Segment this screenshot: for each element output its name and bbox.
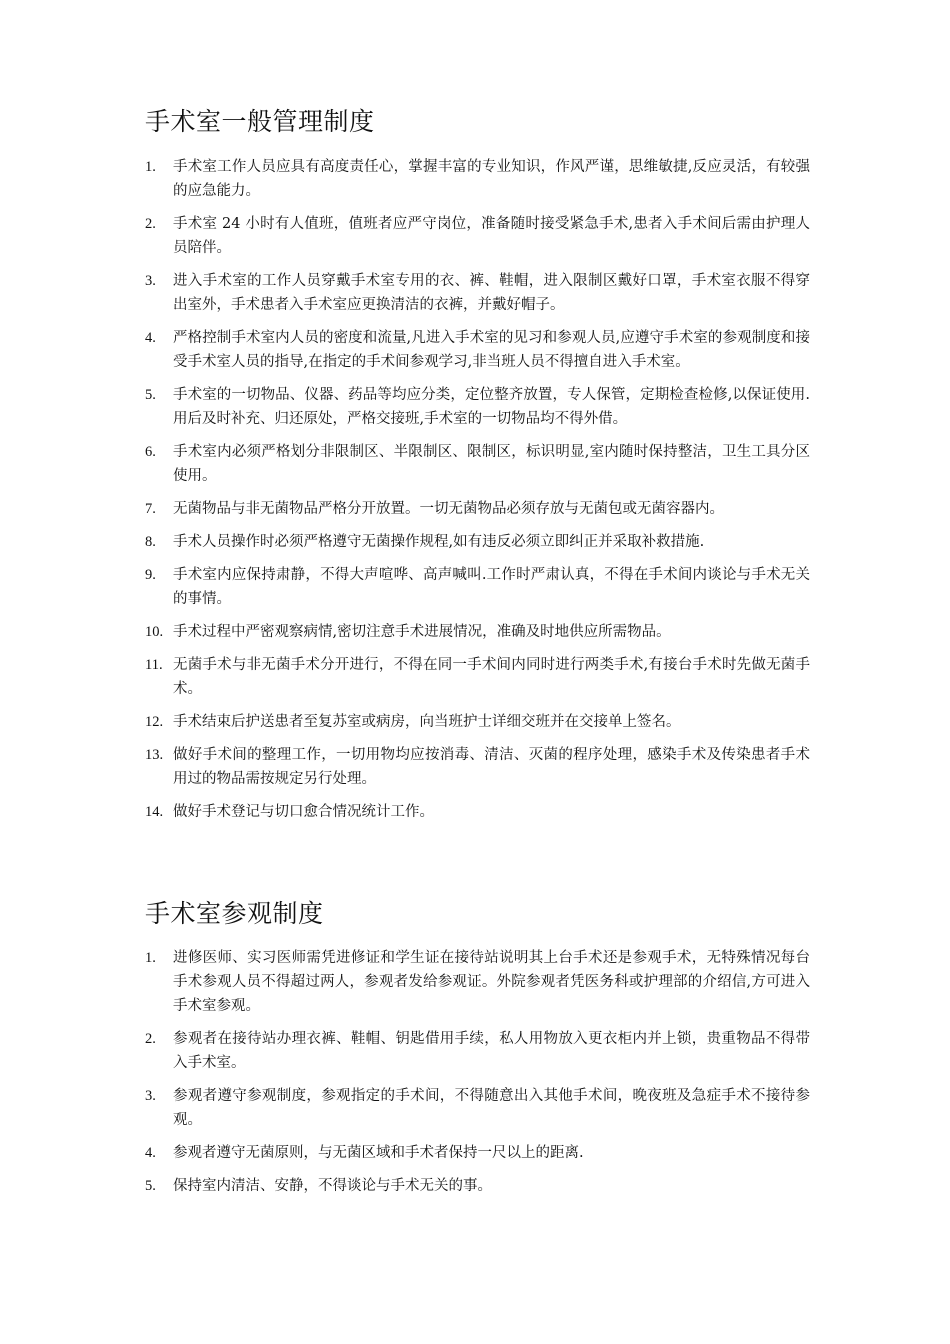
list-item xyxy=(145,1027,810,1075)
item-text: 无菌手术与非无菌手术分开进行，不得在同一手术间内同时进行两类手术,有接台手术时先做无菌手术。 xyxy=(173,657,810,697)
list-item xyxy=(145,383,810,431)
item-text: 手术结束后护送患者至复苏室或病房，向当班护士详细交班并在交接单上签名。 xyxy=(173,714,681,730)
item-number: 3. xyxy=(145,273,156,289)
item-number: 8. xyxy=(145,534,156,550)
item-number: 12. xyxy=(145,714,164,730)
item-number: 4. xyxy=(145,330,156,346)
list-item xyxy=(145,326,810,374)
rules-list xyxy=(145,155,810,824)
item-text: 手术室内必须严格划分非限制区、半限制区、限制区，标识明显,室内随时保持整洁，卫生工具分区使用。 xyxy=(173,444,810,484)
list-item xyxy=(145,1084,810,1132)
item-text: 参观者遵守参观制度，参观指定的手术间，不得随意出入其他手术间，晚夜班及急症手术不接待参观。 xyxy=(173,1088,810,1128)
item-text: 进入手术室的工作人员穿戴手术室专用的衣、裤、鞋帽，进入限制区戴好口罩，手术室衣服不得穿出室外，手术患者入手术室应更换清洁的衣裤，并戴好帽子。 xyxy=(173,273,810,313)
list-item xyxy=(145,946,810,1018)
section-title: 手术室一般管理制度 xyxy=(145,107,375,136)
item-text: 做好手术间的整理工作，一切用物均应按消毒、清洁、灭菌的程序处理，感染手术及传染患者手术用过的物品需按规定另行处理。 xyxy=(173,747,810,787)
list-item xyxy=(145,800,810,824)
section-title: 手术室参观制度 xyxy=(145,899,324,928)
item-number: 6. xyxy=(145,444,156,460)
item-text: 手术室的一切物品、仪器、药品等均应分类，定位整齐放置，专人保管，定期检查检修,以保证使用.用后及时补充、归还原处，严格交接班,手术室的一切物品均不得外借。 xyxy=(173,387,810,427)
item-text: 手术室工作人员应具有高度责任心，掌握丰富的专业知识，作风严谨，思维敏捷,反应灵活，有较强的应急能力。 xyxy=(173,159,810,199)
list-item xyxy=(145,563,810,611)
item-text: 手术过程中严密观察病情,密切注意手术进展情况，准确及时地供应所需物品。 xyxy=(173,624,671,640)
list-item xyxy=(145,620,810,644)
item-number: 2. xyxy=(145,1031,156,1047)
list-item xyxy=(145,269,810,317)
list-item xyxy=(145,497,810,521)
list-item xyxy=(145,440,810,488)
item-text: 参观者在接待站办理衣裤、鞋帽、钥匙借用手续，私人用物放入更衣柜内并上锁，贵重物品不得带入手术室。 xyxy=(173,1031,810,1071)
item-text: 进修医师、实习医师需凭进修证和学生证在接待站说明其上台手术还是参观手术，无特殊情况每台手术参观人员不得超过两人，参观者发给参观证。外院参观者凭医务科或护理部的介绍信,方可进入手术室参观。 xyxy=(173,950,810,1014)
item-number: 5. xyxy=(145,1178,156,1194)
item-number: 9. xyxy=(145,567,156,583)
item-text: 手术室 24 小时有人值班，值班者应严守岗位，准备随时接受紧急手术,患者入手术间后需由护理人员陪伴。 xyxy=(173,216,810,256)
item-number: 1. xyxy=(145,159,156,175)
list-item xyxy=(145,710,810,734)
item-number: 10. xyxy=(145,624,164,640)
list-item xyxy=(145,530,810,554)
item-number: 14. xyxy=(145,804,164,820)
item-number: 4. xyxy=(145,1145,156,1161)
section-visiting-rules xyxy=(145,896,810,1207)
item-number: 7. xyxy=(145,501,156,517)
item-number: 2. xyxy=(145,216,156,232)
item-text: 做好手术登记与切口愈合情况统计工作。 xyxy=(173,804,434,820)
list-item xyxy=(145,653,810,701)
item-text: 无菌物品与非无菌物品严格分开放置。一切无菌物品必须存放与无菌包或无菌容器内。 xyxy=(173,501,724,517)
list-item xyxy=(145,1174,810,1198)
rules-list xyxy=(145,946,810,1198)
list-item xyxy=(145,1141,810,1165)
item-number: 13. xyxy=(145,747,164,763)
item-number: 1. xyxy=(145,950,156,966)
list-item xyxy=(145,743,810,791)
item-text: 严格控制手术室内人员的密度和流量,凡进入手术室的见习和参观人员,应遵守手术室的参观制度和接受手术室人员的指导,在指定的手术间参观学习,非当班人员不得擅自进入手术室。 xyxy=(173,330,810,370)
item-text: 手术室内应保持肃静，不得大声喧哗、高声喊叫.工作时严肃认真，不得在手术间内谈论与手术无关的事情。 xyxy=(173,567,810,607)
item-text: 手术人员操作时必须严格遵守无菌操作规程,如有违反必须立即纠正并采取补救措施. xyxy=(173,534,705,550)
section-general-management xyxy=(145,104,810,833)
list-item xyxy=(145,212,810,260)
item-number: 11. xyxy=(145,657,163,673)
item-number: 3. xyxy=(145,1088,156,1104)
item-number: 5. xyxy=(145,387,156,403)
item-text: 保持室内清洁、安静，不得谈论与手术无关的事。 xyxy=(173,1178,492,1194)
list-item xyxy=(145,155,810,203)
item-text: 参观者遵守无菌原则，与无菌区域和手术者保持一尺以上的距离. xyxy=(173,1145,584,1161)
